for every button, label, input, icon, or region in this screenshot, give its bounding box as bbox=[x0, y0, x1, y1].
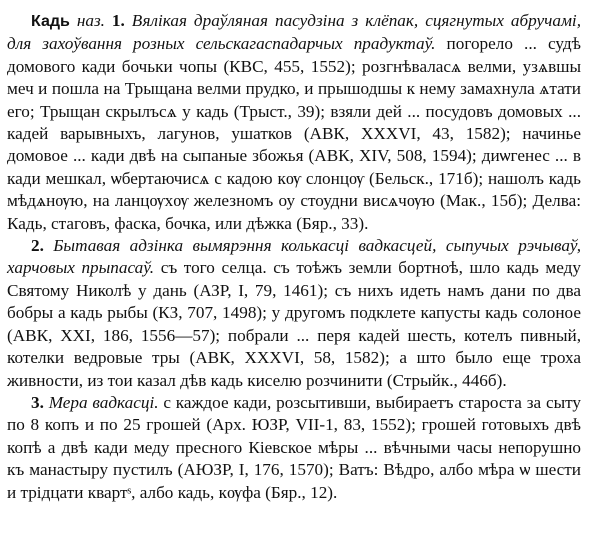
sense-3 bbox=[7, 392, 581, 504]
sense-gloss: Вялікая драўляная пасудзіна з клёпак, сцягнутых абручамі, для захоўвання розных сельскагаспадарчых прадуктаў. bbox=[7, 11, 581, 54]
sense-number: 3. bbox=[31, 392, 44, 412]
sense-number: 1. bbox=[111, 11, 125, 30]
headword: Кадь bbox=[31, 13, 70, 30]
sense-gloss: Мера вадкасці. bbox=[48, 392, 159, 412]
sense-quotations: съ того селца. съ тоѣжъ земли бортноѣ, шло кадь меду Святому Николѣ у дань (АЗР, I, 79, 1461); съ нихъ идеть намъ дани по два бобры а кадь рыбы (КЗ, 707, 1498); у другомъ подклете капусты кадь солоное (АВК, XXI, 186, 1556—57); побрали ... перя кадей шесть, котелъ пивный, котелки ведровые тры (АВК, XXXVI, 58, 1582); а што было еще троха живности, из тои казал дѣв кадь киселю розчинити (Стрыйк., 446б). bbox=[7, 258, 582, 390]
sense-1 bbox=[7, 10, 581, 235]
grammar-label: наз. bbox=[76, 11, 105, 30]
sense-number: 2. bbox=[31, 236, 44, 256]
sense-gloss: Бытавая адзінка вымярэння колькасці вадкасцей, сыпучых рэчываў, харчовых прыпасаў. bbox=[7, 236, 582, 278]
sense-quotations: с каждое кади, розсытивши, выбираетъ староста за сыту по 8 копъ и по 25 грошей (Арх. ЮЗР, VII-1, 83, 1552); грошей готовыхъ двѣ копѣ а двѣ кади меду пресного Кіевское мѣры ... вѣчными часы непорушно къ манастыру пустилъ (АЮЗР, I, 176, 1570); Ватъ: Вѣдро, албо мѣра ѡ шести и трідцати квартˢ, албо кадь, кѹфа (Бяр., 12). bbox=[7, 392, 582, 502]
sense-2 bbox=[7, 235, 581, 392]
sense-quotations: погорело ... судѣ домового кади бочьки чопы (КВС, 455, 1552); розгнѣваласѧ велми, узѧвшы меч и пошла на Трыщана велми прудко, и прышодшы к нему замахнула ѧтати его; Трыщан скрылъсѧ у кадь (Трыст., 39); взяли дей ... посудовъ домовых ... кадей варывныхъ, лагунов, ушатков (АВК, XXXVI, 43, 1582); начинье домовое ... кади двѣ на сыпаные збожья (АВК, XIV, 508, 1594); диѡгенес ... в кади мешкал, ѡбертаючисѧ с кадою кѹ слонцѹ (Бельск., 171б); нашолъ кадь мѣдѧнѹю, на ланцѹхѹ железномъ оу стоудни висѧчѹю (Мак., 15б); Делва: Кадь, стаговъ, фаска, бочка, или дѣжка (Бяр., 33). bbox=[7, 34, 582, 233]
dictionary-entry bbox=[7, 10, 581, 504]
